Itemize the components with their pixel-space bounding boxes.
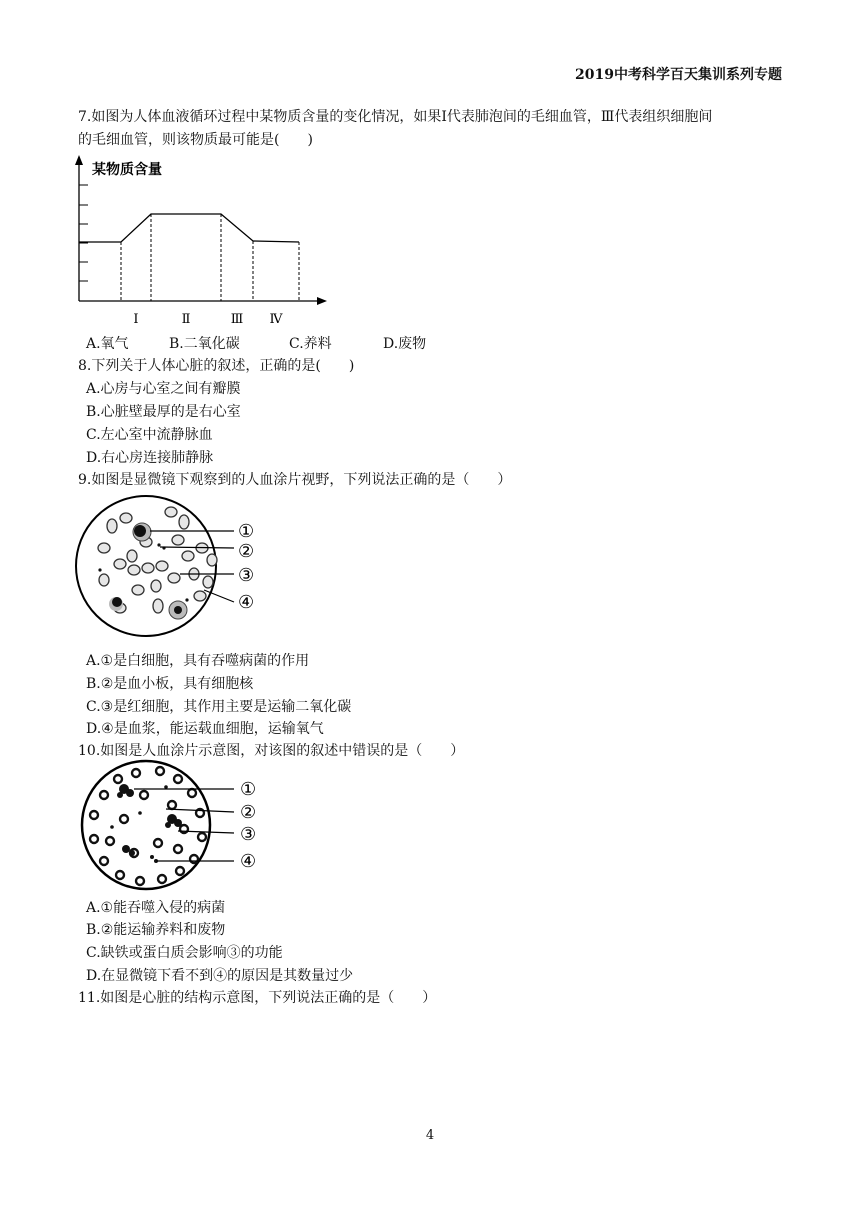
q11-stem: 11.如图是心脏的结构示意图，下列说法正确的是（ ） bbox=[78, 990, 437, 1006]
q10-option-b: B.②能运输养料和废物 bbox=[86, 922, 226, 938]
q7-content-chart bbox=[70, 150, 340, 330]
q8-option-a: A.心房与心室之间有瓣膜 bbox=[86, 381, 241, 397]
q7-option-b: B.二氧化碳 bbox=[169, 336, 240, 352]
q8-option-c: C.左心室中流静脉血 bbox=[86, 427, 213, 443]
q10-stem: 10.如图是人血涂片示意图，对该图的叙述中错误的是（ ） bbox=[78, 743, 465, 759]
page-number: 4 bbox=[425, 1128, 435, 1143]
q10-option-d: D.在显微镜下看不到④的原因是其数量过少 bbox=[86, 968, 354, 984]
q7-tick-3: Ⅲ bbox=[230, 312, 244, 327]
q10-label-3: ③ bbox=[240, 824, 257, 845]
q8-option-b: B.心脏壁最厚的是右心室 bbox=[86, 404, 241, 420]
q9-option-b: B.②是血小板，具有细胞核 bbox=[86, 676, 254, 692]
q7-stem-line1: 7.如图为人体血液循环过程中某物质含量的变化情况，如果Ⅰ代表肺泡间的毛细血管，Ⅲ代表组织细胞间 bbox=[78, 109, 713, 125]
q9-option-d: D.④是血浆，能运载血细胞，运输氧气 bbox=[86, 721, 324, 737]
q7-tick-2: Ⅱ bbox=[181, 312, 191, 327]
q9-label-2: ② bbox=[238, 541, 255, 562]
q9-option-a: A.①是白细胞，具有吞噬病菌的作用 bbox=[86, 653, 310, 669]
q7-chart-ylabel: 某物质含量 bbox=[92, 162, 162, 178]
page-header: 2019中考科学百天集训系列专题 bbox=[575, 67, 782, 83]
q7-tick-4: Ⅳ bbox=[269, 312, 283, 327]
q7-tick-1: Ⅰ bbox=[133, 312, 139, 327]
q7-chart-curve bbox=[79, 214, 299, 242]
q9-label-1: ① bbox=[238, 521, 255, 542]
q10-option-c: C.缺铁或蛋白质会影响③的功能 bbox=[86, 945, 283, 961]
q9-label-4: ④ bbox=[238, 592, 255, 613]
q7-stem-line2: 的毛细血管，则该物质最可能是( ) bbox=[78, 132, 313, 148]
q7-option-c: C.养料 bbox=[289, 336, 332, 352]
q9-option-c: C.③是红细胞，其作用主要是运输二氧化碳 bbox=[86, 699, 352, 715]
q8-option-d: D.右心房连接肺静脉 bbox=[86, 450, 214, 466]
q10-label-2: ② bbox=[240, 802, 257, 823]
q8-stem: 8.下列关于人体心脏的叙述，正确的是( ) bbox=[78, 358, 355, 374]
q10-label-4: ④ bbox=[240, 851, 257, 872]
q10-blood-smear-figure bbox=[74, 757, 274, 893]
q7-option-d: D.废物 bbox=[383, 336, 427, 352]
q9-label-3: ③ bbox=[238, 565, 255, 586]
q10-label-1: ① bbox=[240, 779, 257, 800]
q9-blood-smear-figure bbox=[74, 486, 274, 642]
q7-option-a: A.氧气 bbox=[86, 336, 129, 352]
q9-stem: 9.如图是显微镜下观察到的人血涂片视野，下列说法正确的是（ ） bbox=[78, 472, 512, 488]
q10-option-a: A.①能吞噬入侵的病菌 bbox=[86, 900, 226, 916]
